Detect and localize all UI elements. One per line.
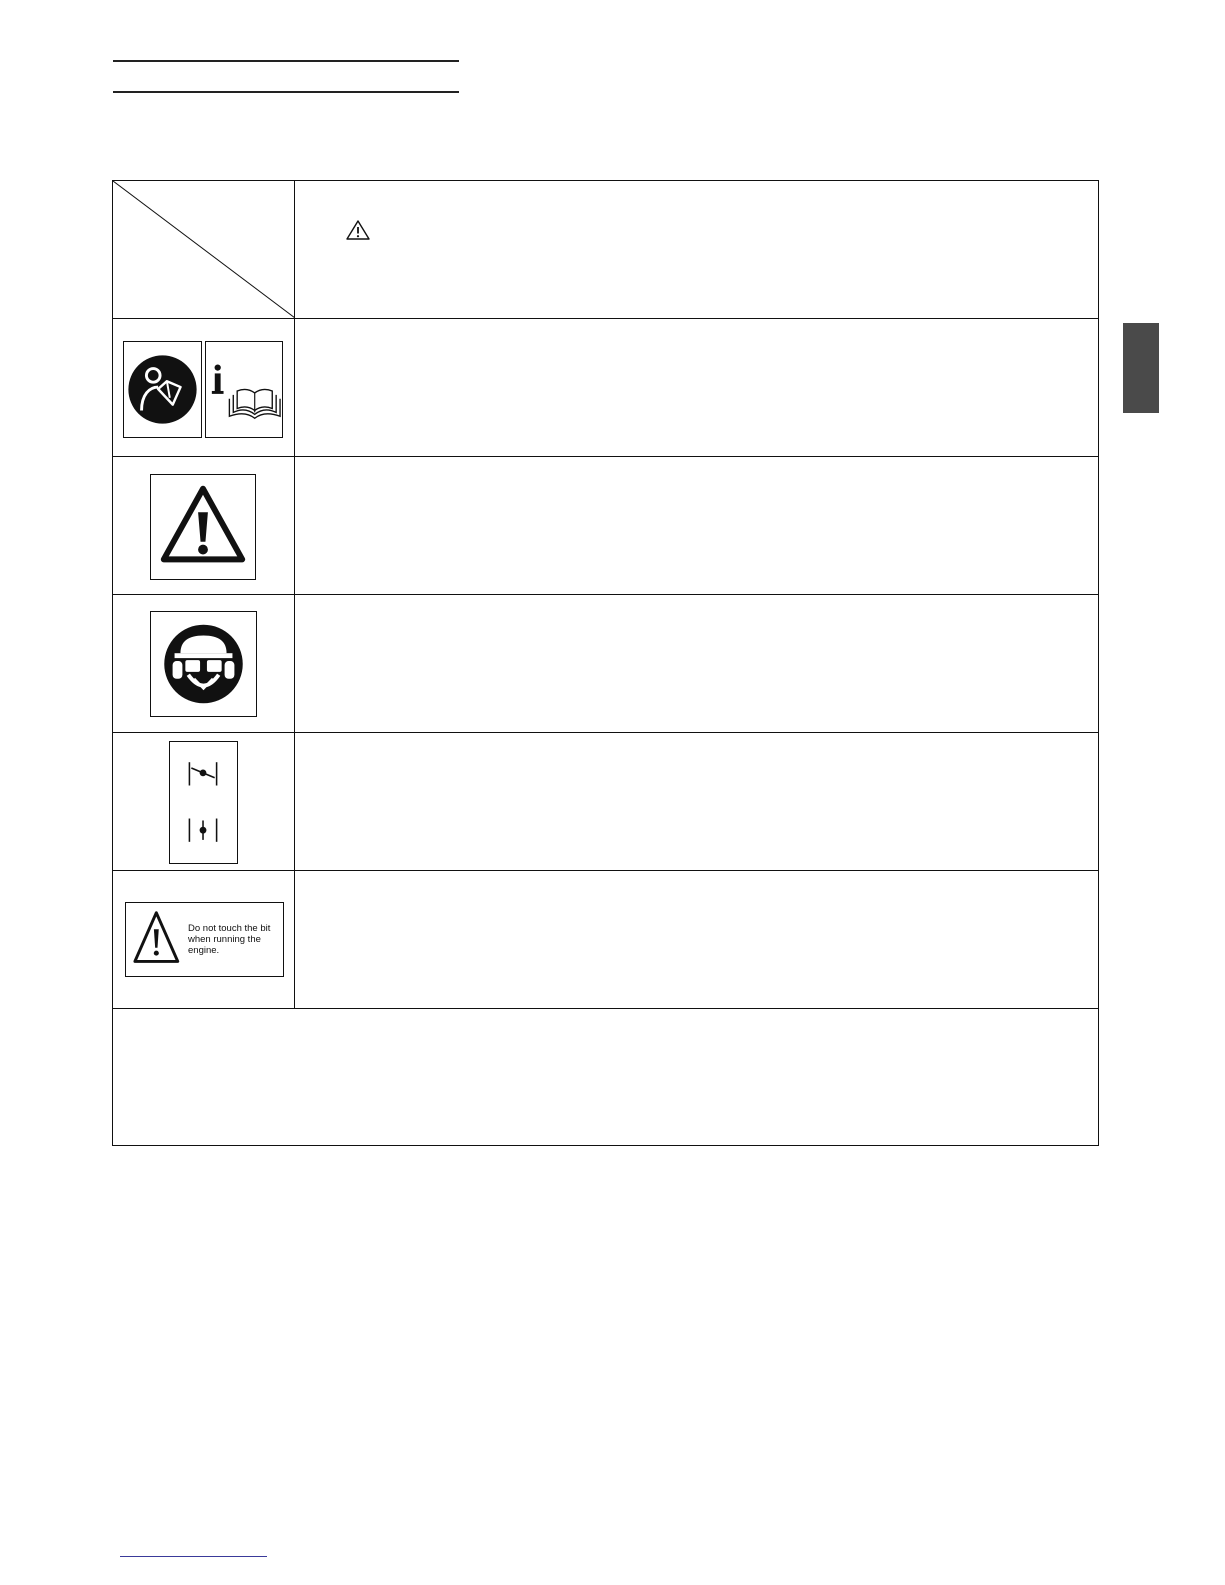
choke-lever-icon xyxy=(169,741,238,864)
symbols-table xyxy=(112,180,1099,1146)
read-manual-person-icon xyxy=(123,341,202,438)
warning-label-text: Do not touch the bit when running the engine. xyxy=(188,923,271,956)
header-description-cell xyxy=(295,181,1098,318)
page-footer-link-rule xyxy=(120,1556,267,1557)
symbol-cell xyxy=(113,871,295,1008)
table-row xyxy=(113,871,1098,1009)
table-row xyxy=(113,733,1098,871)
warning-triangle-small-icon xyxy=(345,219,371,241)
diagonal-line xyxy=(113,181,295,319)
header-diagonal-cell xyxy=(113,181,295,318)
description-cell xyxy=(295,457,1098,594)
table-header-row xyxy=(113,181,1098,319)
wear-helmet-goggles-earmuffs-icon xyxy=(150,611,257,717)
info-book-icon xyxy=(205,341,283,438)
warning-triangle-icon xyxy=(150,474,256,580)
top-rule-2 xyxy=(113,91,459,93)
symbol-cell xyxy=(113,595,295,732)
top-rule-1 xyxy=(113,60,459,62)
table-footer-cell xyxy=(113,1009,1098,1145)
description-cell xyxy=(295,319,1098,456)
description-cell xyxy=(295,595,1098,732)
symbol-cell xyxy=(113,733,295,870)
section-tab xyxy=(1123,323,1159,413)
table-row xyxy=(113,457,1098,595)
table-row xyxy=(113,595,1098,733)
description-cell xyxy=(295,733,1098,870)
symbol-cell xyxy=(113,319,295,456)
description-cell xyxy=(295,871,1098,1008)
warning-label-icon xyxy=(125,902,284,977)
symbol-cell xyxy=(113,457,295,594)
table-row xyxy=(113,319,1098,457)
